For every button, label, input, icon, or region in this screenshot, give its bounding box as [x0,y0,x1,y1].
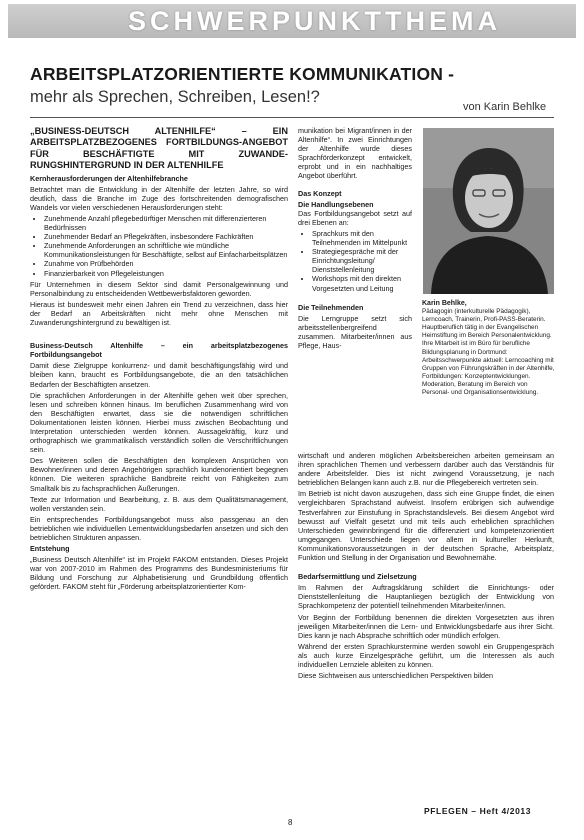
article-subline: mehr als Sprechen, Schreiben, Lesen!? [30,88,320,106]
paragraph: Während der ersten Sprachkurstermine werden sowohl ein Gruppengespräch als auch kurze Einzelgespräche geführt, um die Interessen als auch individuellen Lernziele ableiten zu können. [298,641,554,669]
headline-rule [30,117,554,118]
left-column [30,126,288,594]
section-heading-bedarfsermittlung: Bedarfsermittlung und Zielsetzung [298,572,417,582]
author-caption-name: Karin Behlke, [422,300,467,307]
section-heading-kernherausforderungen: Kernherausforderungen der Altenhilfebranche [30,173,188,183]
paragraph: munikation bei Migrant/innen in der Altenhilfe“. In zwei Einrichtungen der Altenhilfe wurde dieses Sprachförderkonzept entwickelt, erprobt und in ein nachhaltiges Angebot überführt. [298,126,412,181]
author-caption [422,300,556,397]
paragraph: Des Weiteren sollen die Beschäftigten den komplexen Ansprüchen von Bewohner/innen und deren Angehörigen sprachlich kundenorientiert begegnen können. Die weiteren sprachliche Bandbreite reicht von Fähigkeiten zum Smalltalk bis zu fachsprachlichen Äußerungen. [30,456,288,493]
list-item: • Zunehmende Anforderungen an schriftliche wie mündliche Kommunikationsleistungen für Beschäftigte, selbst auf Einfacharbeitsplätzen [44,241,288,259]
paragraph: wirtschaft und anderen möglichen Arbeitsbereichen arbeiten gemeinsam an ihren sprachlichen Themen und verbessern darüber auch das Verständnis für andere Arbeitsfelder. Dies ist nicht zwingend Voraussetzung, je nach betrieblichen Belangen kann auch z.B. nur die Pflegebereich vertreten sein. [298,451,554,488]
paragraph: Das Fortbildungsangebot setzt auf drei Ebenen an: [298,208,412,227]
paragraph: Im Rahmen der Auftragsklärung schildert die Einrichtungs- oder Dienststellenleitung die Hauptanliegen bezüglich der Entwicklung von Sprachkompetenz der potentiell teilnehmenden Mitarbeiter/innen. [298,583,554,611]
list-item: • Zunehmende Anzahl pflegebedürftiger Menschen mit differenzierteren Bedürfnissen [44,214,288,232]
list-item: • Workshops mit den direkten Vorgesetzten und Leitung [312,274,412,292]
paragraph: Die Lerngruppe setzt sich arbeitsstellenbergreifend zusammen. Mitarbeiter/innen aus Pflege, Haus- [298,313,412,350]
levels-list [298,229,412,293]
section-heading-entstehung: Entstehung [30,544,70,554]
list-item: • Strategiegespräche mit der Einrichtungsleitung/ Dienststellenleitung [312,247,412,274]
author-photo [423,128,554,294]
section-banner [8,4,576,38]
paragraph: Vor Beginn der Fortbildung benennen die direkten Vorgesetzten aus ihren jeweiligen Mitarbeiter/innen die Lern- und Entwicklungsbedarfe aus ihrer Sicht. Dies kann je nach Absprache schriftlich oder mündlich erfolgen. [298,612,554,640]
list-item: • Finanzierbarkeit von Pflegeleistungen [44,269,288,278]
author-photo-illustration [423,128,554,294]
paragraph: Betrachtet man die Entwicklung in der Altenhilfe der letzten Jahre, so wird deutlich, dass die Branche im Zuge des fortschreitenden demografischen Wandels vor vielen verschiedenen Herausforderungen steht: [30,184,288,212]
right-column [298,451,554,682]
paragraph: Die sprachlichen Anforderungen in der Altenhilfe gehen weit über sprechen, lesen und schreiben können hinaus. Im beruflichen Zusammenhang wird von den Beschäftigten erwartet, dass sie die notwendigen schriftlichen Dokumentationen leisten können. Hierbei muss zwischen Beobachtung und Interpretation unterschieden werden können. Aussagekräftig, kurz und orthographisch wie grammatikalisch verständlich sollen die Verschriftlichungen sein. [30,390,288,455]
list-item: • Zunehmender Bedarf an Pflegekräften, insbesondere Fachkräften [44,232,288,241]
middle-column [298,126,412,352]
paragraph: Hieraus ist bundesweit mehr einen Jahren ein Trend zu verzeichnen, dass hier der Bedarf an Arbeitskräften nicht mehr ohne Menschen mit Zuwanderungshintergrund zu bewältigen ist. [30,299,288,328]
list-item: • Sprachkurs mit den Teilnehmenden im Mittelpunkt [312,229,412,247]
paragraph: Im Betrieb ist nicht davon auszugehen, dass sich eine Gruppe findet, die einen vergleichbaren Sprachstand aufweist. Insofern erübrigen sich aufwendige Testverfahren zur Einstufung in Sprachstandslevels. Bei diesem Angebot wird bewusst auf Vielfalt gesetzt und mit teils auch erheblichen sprachlichen Unterschieden gewinnbringend für die differenziert und kompetenzorientiert umgegangen. Unterschiede liegen vor allem in kultureller Herkunft, Kommunikationsvoraussetzungen in der deutschen Sprache, Arbeitsplatz, Funktion und Stellung in der Organisation und Bewohnernähe. [298,489,554,563]
page-number: 8 [288,818,293,827]
article-author: von Karin Behlke [463,101,547,113]
section-heading-konzept: Das Konzept [298,188,342,198]
section-heading-handlungsebenen: Die Handlungsebenen [298,199,374,209]
list-item: • Zunahme von Prüfbehörden [44,259,288,268]
paragraph: Texte zur Information und Bearbeitung, z. B. aus dem Qualitätsmanagement, wollen verstanden sein. [30,494,288,513]
page-footer: PFLEGEN – Heft 4/2013 [424,806,532,816]
section-banner-text: SCHWERPUNKTTHEMA [128,6,501,36]
article-headline: ARBEITSPLATZORIENTIERTE KOMMUNIKATION - [30,64,455,84]
paragraph: Ein entsprechendes Fortbildungsangebot muss also passgenau an den betrieblichen wie individuellen Lernentwicklungsbedarfen ansetzen und sich den betrieblichen Strukturen anpassen. [30,514,288,542]
paragraph: Diese Sichtweisen aus unterschiedlichen Perspektiven bilden [298,671,493,681]
left-column-title: „BUSINESS-DEUTSCH ALTENHILFE“ – EIN ARBEITSPLATZBEZOGENES FORTBILDUNGS-ANGEBOT FÜR BESCHÄFTIGTE MIT ZUWANDE-RUNGSHINTERGRUND IN DER ALTENHILFE [30,126,288,171]
author-caption-text: Pädagogin (interkulturelle Pädagogik), Lerncoach, Trainerin, Profi-PASS-Beraterin. Hauptberuflich tätig in der Evangelischen Heimstiftung im Bereich Personalentwicklung. Ihre Mitarbeit ist im Büro für berufliche Bildungsplanung in Dortmund: Arbeitsschwerpunkte aktuell: Lerncoaching mit Gruppen von Führungskräften in der Altenhilfe, Fortbildungen: Konzeptentwicklungen. Moderation, Beratung im Bereich von Personal- und Organisationsentwicklung. [422,308,555,397]
section-heading-business-deutsch: Business-Deutsch Altenhilfe – ein arbeitsplatzbezogenes Fortbildungsangebot [30,341,288,360]
challenge-list [30,214,288,278]
paragraph: Für Unternehmen in diesem Sektor sind damit Personalgewinnung und Personalbindung zu entscheidenden Wettbewerbsfaktoren geworden. [30,279,288,298]
section-heading-teilnehmende: Die Teilnehmenden [298,302,364,312]
paragraph: Damit diese Zielgruppe konkurrenz- und damit beschäftigungsfähig wird und bleiben kann, braucht es Fortbildungsangebote, die an den tatsächlichen Bedarfen der Beschäftigten ansetzen. [30,361,288,389]
paragraph: „Business Deutsch Altenhilfe“ ist im Projekt FAKOM entstanden. Dieses Projekt war von 2007-2010 im Rahmen des Programms des Bundesministeriums für Bildung und Forschung zur Alphabetisierung und Grundbildung öffentlich gefördert. FAKOM steht für „Förderung arbeitsplatzorientierter Kom- [30,555,288,592]
